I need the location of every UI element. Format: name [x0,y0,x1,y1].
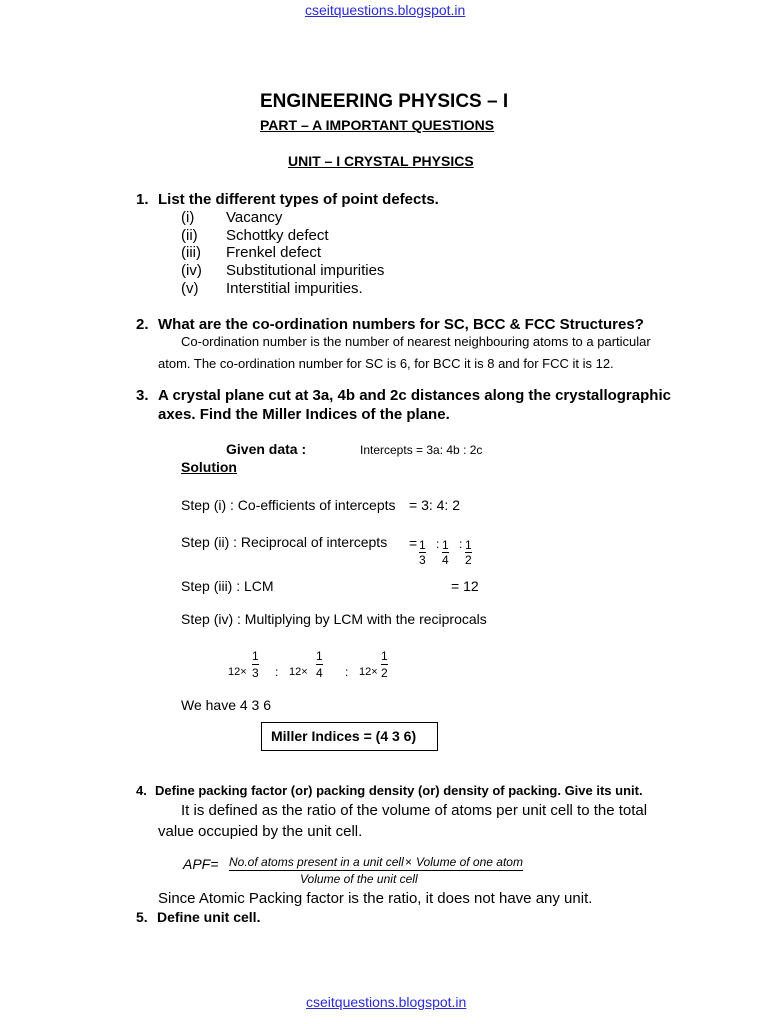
step1-label: Step (i) : Co-efficients of intercepts [181,497,396,513]
step3-value: = 12 [451,578,479,594]
part-heading: PART – A IMPORTANT QUESTIONS [260,117,495,133]
given-data-label: Given data : [226,441,307,457]
list-item-num: (iv) [181,262,202,279]
fraction-denominator: 2 [381,666,388,680]
step2-label: Step (ii) : Reciprocal of intercepts [181,534,388,550]
step2-fraction [419,538,426,567]
q2-answer-line1: Co-ordination number is the number of nearest neighbouring atoms to a particular [181,334,651,349]
unit-heading: UNIT – I CRYSTAL PHYSICS [288,153,474,169]
list-item-label: Vacancy [226,209,283,226]
apf-denominator: Volume of the unit cell [300,872,418,886]
mult-prefix: 12× [228,666,247,678]
fraction-numerator: 1 [381,649,388,663]
step2-fraction [465,538,472,567]
mult-fraction [252,649,259,680]
mult-prefix: 12× [289,666,308,678]
q1-text: List the different types of point defects. [158,191,439,208]
mult-fraction [381,649,388,680]
list-item-label: Frenkel defect [226,244,322,261]
step2-separator: : [436,537,440,551]
fraction-denominator: 3 [252,666,259,680]
fraction-numerator: 1 [316,649,323,663]
list-item-num: (v) [181,280,199,297]
header-link[interactable]: cseitquestions.blogspot.in [305,2,466,18]
miller-indices-text: Miller Indices = (4 3 6) [271,728,417,744]
fraction-numerator: 1 [252,649,259,663]
q2-answer-line2: atom. The co-ordination number for SC is 6, for BCC it is 8 and for FCC it is 12. [158,356,614,371]
fraction-numerator: 1 [419,538,426,552]
q3-number: 3. [136,387,149,404]
q4-note: Since Atomic Packing factor is the ratio, it does not have any unit. [158,890,593,907]
step2-separator: : [459,537,463,551]
result-text: We have 4 3 6 [181,697,272,713]
step2-equals: = [409,535,418,551]
q5-number: 5. [136,909,148,925]
list-item-num: (ii) [181,227,198,244]
q4-text: Define packing factor (or) packing density (or) density of packing. Give its unit. [155,783,643,798]
q3-text-line2: axes. Find the Miller Indices of the plane. [158,406,450,423]
step1-value: = 3: 4: 2 [409,497,460,513]
step2-fraction [442,538,449,567]
list-item-num: (iii) [181,244,201,261]
list-item-label: Schottky defect [226,227,329,244]
q4-number: 4. [136,783,147,798]
list-item-num: (i) [181,209,195,226]
given-data-value: Intercepts = 3a: 4b : 2c [360,443,483,457]
solution-label: Solution [181,459,237,475]
mult-fraction [316,649,323,680]
step3-label: Step (iii) : LCM [181,578,274,594]
apf-fraction-line [229,870,523,871]
step4-label: Step (iv) : Multiplying by LCM with the reciprocals [181,611,487,627]
fraction-numerator: 1 [442,538,449,552]
miller-indices-box [261,722,438,751]
apf-numerator-b: Volume of one atom [416,855,523,869]
list-item-label: Interstitial impurities. [226,280,363,297]
fraction-denominator: 4 [316,666,323,680]
q2-text: What are the co-ordination numbers for SC, BCC & FCC Structures? [158,316,644,333]
q4-answer-line1: It is defined as the ratio of the volume of atoms per unit cell to the total [181,802,648,819]
list-item-label: Substitutional impurities [226,262,385,279]
fraction-numerator: 1 [465,538,472,552]
apf-label: APF= [183,856,219,872]
apf-times: × [405,855,413,869]
mult-separator: : [275,665,279,679]
mult-prefix: 12× [359,666,378,678]
apf-numerator-a: No.of atoms present in a unit cell [229,855,404,869]
q1-number: 1. [136,191,149,208]
fraction-denominator: 4 [442,553,449,567]
mult-separator: : [345,665,349,679]
q5-text: Define unit cell. [157,909,261,925]
q3-text-line1: A crystal plane cut at 3a, 4b and 2c distances along the crystallographic [158,387,671,404]
q4-answer-line2: value occupied by the unit cell. [158,823,363,840]
page-title: ENGINEERING PHYSICS – I [260,91,509,112]
fraction-denominator: 3 [419,553,426,567]
footer-link[interactable]: cseitquestions.blogspot.in [306,994,467,1010]
fraction-denominator: 2 [465,553,472,567]
q2-number: 2. [136,316,149,333]
